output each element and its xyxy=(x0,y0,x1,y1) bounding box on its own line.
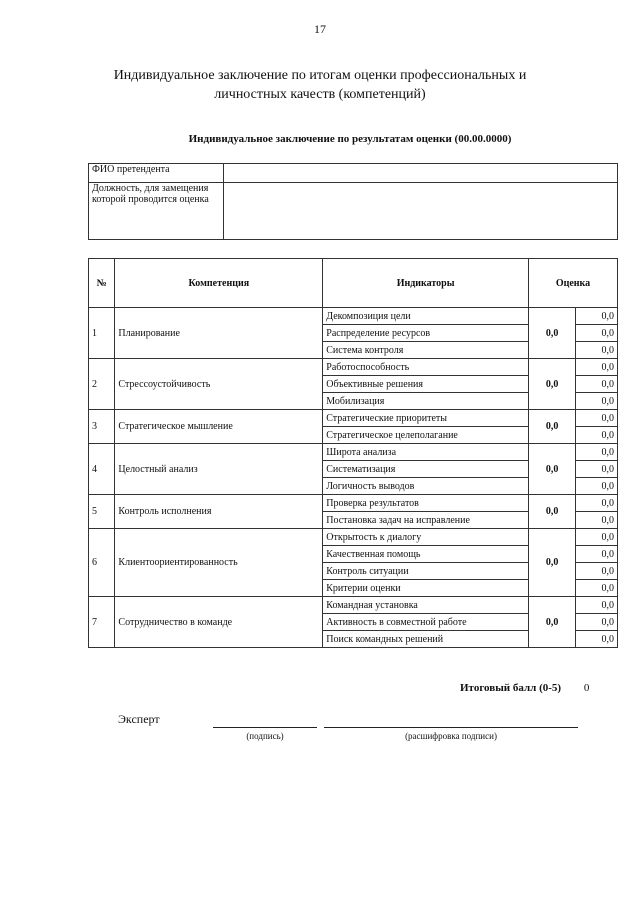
page-number: 17 xyxy=(314,22,326,36)
signature-line xyxy=(213,727,317,728)
competency-average-score: 0,0 xyxy=(528,495,575,529)
indicator-name: Логичность выводов xyxy=(323,478,529,495)
indicator-name: Стратегическое целеполагание xyxy=(323,427,529,444)
indicator-name: Открытость к диалогу xyxy=(323,529,529,546)
indicator-score: 0,0 xyxy=(576,631,618,648)
signature-caption: (подпись) xyxy=(246,731,284,741)
competency-average-score: 0,0 xyxy=(528,308,575,359)
competency-name: Целостный анализ xyxy=(115,444,323,495)
competency-name: Стратегическое мышление xyxy=(115,410,323,444)
indicator-score: 0,0 xyxy=(576,359,618,376)
indicator-name: Широта анализа xyxy=(323,444,529,461)
indicator-score: 0,0 xyxy=(576,529,618,546)
table-row xyxy=(89,410,618,427)
header-indicators: Индикаторы xyxy=(323,259,529,308)
indicator-name: Контроль ситуации xyxy=(323,563,529,580)
indicator-name: Декомпозиция цели xyxy=(323,308,529,325)
signature-decode-line xyxy=(324,727,578,728)
indicator-name: Мобилизация xyxy=(323,393,529,410)
header-num: № xyxy=(89,259,115,308)
indicator-name: Командная установка xyxy=(323,597,529,614)
competency-number: 6 xyxy=(89,529,115,597)
competency-number: 3 xyxy=(89,410,115,444)
indicator-name: Распределение ресурсов xyxy=(323,325,529,342)
indicator-name: Активность в совместной работе xyxy=(323,614,529,631)
indicator-score: 0,0 xyxy=(576,461,618,478)
indicator-score: 0,0 xyxy=(576,393,618,410)
indicator-score: 0,0 xyxy=(576,614,618,631)
header-score: Оценка xyxy=(528,259,617,308)
indicator-score: 0,0 xyxy=(576,308,618,325)
indicator-name: Критерии оценки xyxy=(323,580,529,597)
indicator-score: 0,0 xyxy=(576,376,618,393)
table-row xyxy=(89,495,618,512)
competency-average-score: 0,0 xyxy=(528,597,575,648)
competency-average-score: 0,0 xyxy=(528,444,575,495)
indicator-score: 0,0 xyxy=(576,546,618,563)
competency-table xyxy=(88,258,618,648)
competency-number: 7 xyxy=(89,597,115,648)
competency-number: 4 xyxy=(89,444,115,495)
competency-average-score: 0,0 xyxy=(528,529,575,597)
indicator-name: Стратегические приоритеты xyxy=(323,410,529,427)
competency-number: 5 xyxy=(89,495,115,529)
indicator-name: Поиск командных решений xyxy=(323,631,529,648)
page-title: Индивидуальное заключение по итогам оценки профессиональных и личностных качеств (компетенций) xyxy=(113,68,527,102)
competency-name: Контроль исполнения xyxy=(115,495,323,529)
table-row xyxy=(89,359,618,376)
competency-name: Клиентоориентированность xyxy=(115,529,323,597)
competency-name: Планирование xyxy=(115,308,323,359)
indicator-score: 0,0 xyxy=(576,478,618,495)
competency-table-body xyxy=(89,308,618,648)
signature-decode-caption: (расшифровка подписи) xyxy=(405,731,497,741)
indicator-score: 0,0 xyxy=(576,325,618,342)
position-value xyxy=(224,183,618,240)
indicator-score: 0,0 xyxy=(576,512,618,529)
indicator-score: 0,0 xyxy=(576,410,618,427)
total-score-label: Итоговый балл (0-5) xyxy=(460,682,562,694)
header-competency: Компетенция xyxy=(115,259,323,308)
indicator-score: 0,0 xyxy=(576,342,618,359)
indicator-score: 0,0 xyxy=(576,597,618,614)
table-header-row xyxy=(89,259,618,308)
indicator-score: 0,0 xyxy=(576,563,618,580)
indicator-name: Проверка результатов xyxy=(323,495,529,512)
competency-name: Стрессоустойчивость xyxy=(115,359,323,410)
indicator-name: Постановка задач на исправление xyxy=(323,512,529,529)
indicator-name: Объективные решения xyxy=(323,376,529,393)
fio-value xyxy=(224,164,618,183)
document-subtitle: Индивидуальное заключение по результатам оценки (00.00.0000) xyxy=(188,133,512,145)
indicator-name: Качественная помощь xyxy=(323,546,529,563)
candidate-info-table xyxy=(88,163,618,240)
position-row xyxy=(89,183,618,240)
table-row xyxy=(89,444,618,461)
competency-average-score: 0,0 xyxy=(528,410,575,444)
position-label: Должность, для замещения которой проводится оценка xyxy=(89,183,224,240)
total-score xyxy=(460,682,589,694)
indicator-score: 0,0 xyxy=(576,427,618,444)
competency-average-score: 0,0 xyxy=(528,359,575,410)
indicator-score: 0,0 xyxy=(576,580,618,597)
indicator-score: 0,0 xyxy=(576,495,618,512)
competency-number: 2 xyxy=(89,359,115,410)
table-row xyxy=(89,529,618,546)
fio-row xyxy=(89,164,618,183)
fio-label: ФИО претендента xyxy=(89,164,224,183)
table-row xyxy=(89,308,618,325)
table-row xyxy=(89,597,618,614)
indicator-name: Систематизация xyxy=(323,461,529,478)
expert-label: Эксперт xyxy=(118,712,160,726)
indicator-name: Работоспособность xyxy=(323,359,529,376)
competency-number: 1 xyxy=(89,308,115,359)
competency-name: Сотрудничество в команде xyxy=(115,597,323,648)
total-score-value: 0 xyxy=(583,682,590,694)
indicator-name: Система контроля xyxy=(323,342,529,359)
indicator-score: 0,0 xyxy=(576,444,618,461)
